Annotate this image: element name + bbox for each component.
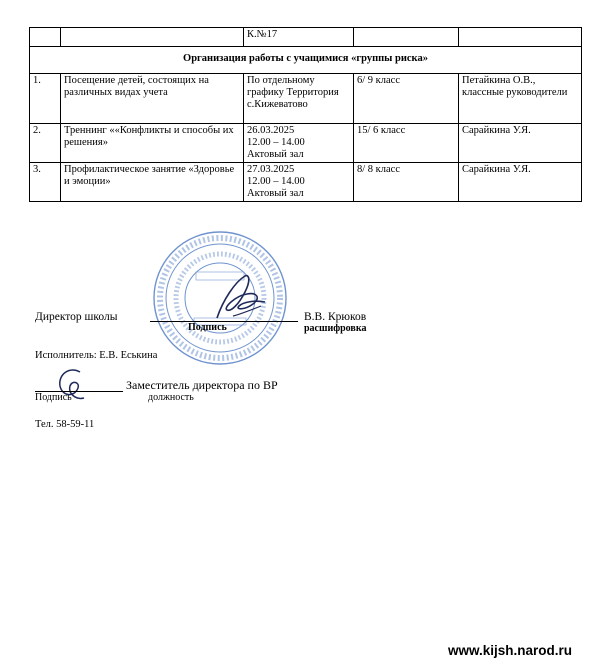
- table-section-row: [30, 47, 582, 74]
- event-time-place: 26.03.2025 12.00 – 14.00 Актовый зал: [244, 124, 354, 163]
- table-row: [30, 124, 582, 163]
- position-caption: должность: [148, 392, 194, 403]
- signature-caption-2: Подпись: [35, 392, 72, 403]
- website-url: www.kijsh.narod.ru: [448, 643, 573, 658]
- table-cell: [30, 28, 61, 47]
- row-number: 3.: [30, 163, 61, 202]
- executor-line: Исполнитель: Е.В. Еськина: [35, 350, 158, 361]
- table-row: [30, 163, 582, 202]
- section-title: Организация работы с учащимися «группы риска»: [30, 47, 582, 74]
- table-cell: К.№17: [244, 28, 354, 47]
- event-participants: 15/ 6 класс: [354, 124, 459, 163]
- director-label: Директор школы: [35, 311, 118, 323]
- event-time-place: 27.03.2025 12.00 – 14.00 Актовый зал: [244, 163, 354, 202]
- name-caption: расшифровка: [304, 323, 367, 334]
- event-time-place: По отдельному графику Территория с.Кижеватово: [244, 74, 354, 124]
- table-cell: [354, 28, 459, 47]
- event-responsible: Сарайкина У.Я.: [459, 124, 582, 163]
- deputy-title: Заместитель директора по ВР: [126, 378, 278, 392]
- director-signature-icon: [205, 270, 275, 325]
- event-participants: 6/ 9 класс: [354, 74, 459, 124]
- event-participants: 8/ 8 класс: [354, 163, 459, 202]
- table-cell: [459, 28, 582, 47]
- event-responsible: Петайкина О.В., классные руководители: [459, 74, 582, 124]
- event-name: Треннинг ««Конфликты и способы их решения»: [61, 124, 244, 163]
- director-name: В.В. Крюков: [304, 311, 367, 323]
- table-cell: [61, 28, 244, 47]
- event-responsible: Сарайкина У.Я.: [459, 163, 582, 202]
- phone-number: Тел. 58-59-11: [35, 419, 95, 430]
- table-row: [30, 74, 582, 124]
- event-plan-table: [29, 27, 582, 202]
- table-row-top: [30, 28, 582, 47]
- row-number: 2.: [30, 124, 61, 163]
- row-number: 1.: [30, 74, 61, 124]
- event-name: Профилактическое занятие «Здоровье и эмоции»: [61, 163, 244, 202]
- event-name: Посещение детей, состоящих на различных видах учета: [61, 74, 244, 124]
- signature-caption: Подпись: [188, 322, 227, 333]
